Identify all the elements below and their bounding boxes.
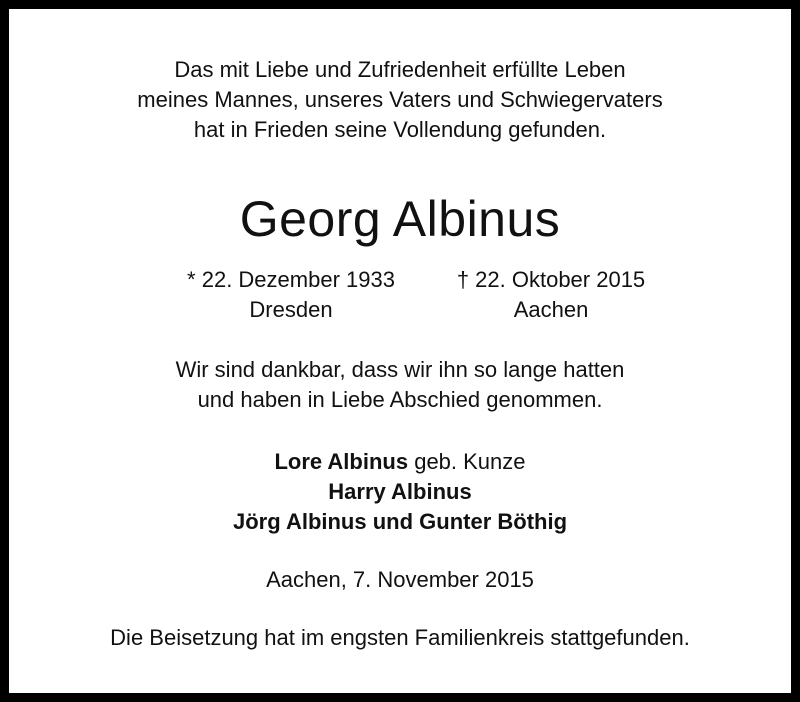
mourner-3: Jörg Albinus und Gunter Böthig [232, 509, 568, 534]
death-date: † 22. Oktober 2015 [456, 267, 646, 292]
death-place: Aachen [513, 297, 589, 322]
burial-note: Die Beisetzung hat im engsten Familienkreis stattgefunden. [110, 625, 690, 650]
deceased-name: Georg Albinus [239, 191, 561, 247]
mourner-2: Harry Albinus [328, 479, 472, 504]
mourner-1-suffix: geb. Kunze [408, 449, 526, 474]
mourner-1 [9, 447, 791, 477]
intro-line-2: meines Mannes, unseres Vaters und Schwiegervaters [137, 87, 663, 112]
mourner-1-name: Lore Albinus [274, 449, 409, 474]
birth-place: Dresden [249, 297, 333, 322]
intro-line-3: hat in Frieden seine Vollendung gefunden. [193, 117, 607, 142]
place-date: Aachen, 7. November 2015 [266, 567, 534, 592]
intro-line-1: Das mit Liebe und Zufriedenheit erfüllte Leben [174, 57, 626, 82]
birth-date: * 22. Dezember 1933 [187, 267, 395, 292]
gratitude-line-2: und haben in Liebe Abschied genommen. [197, 387, 603, 412]
gratitude-line-1: Wir sind dankbar, dass wir ihn so lange hatten [175, 357, 625, 382]
